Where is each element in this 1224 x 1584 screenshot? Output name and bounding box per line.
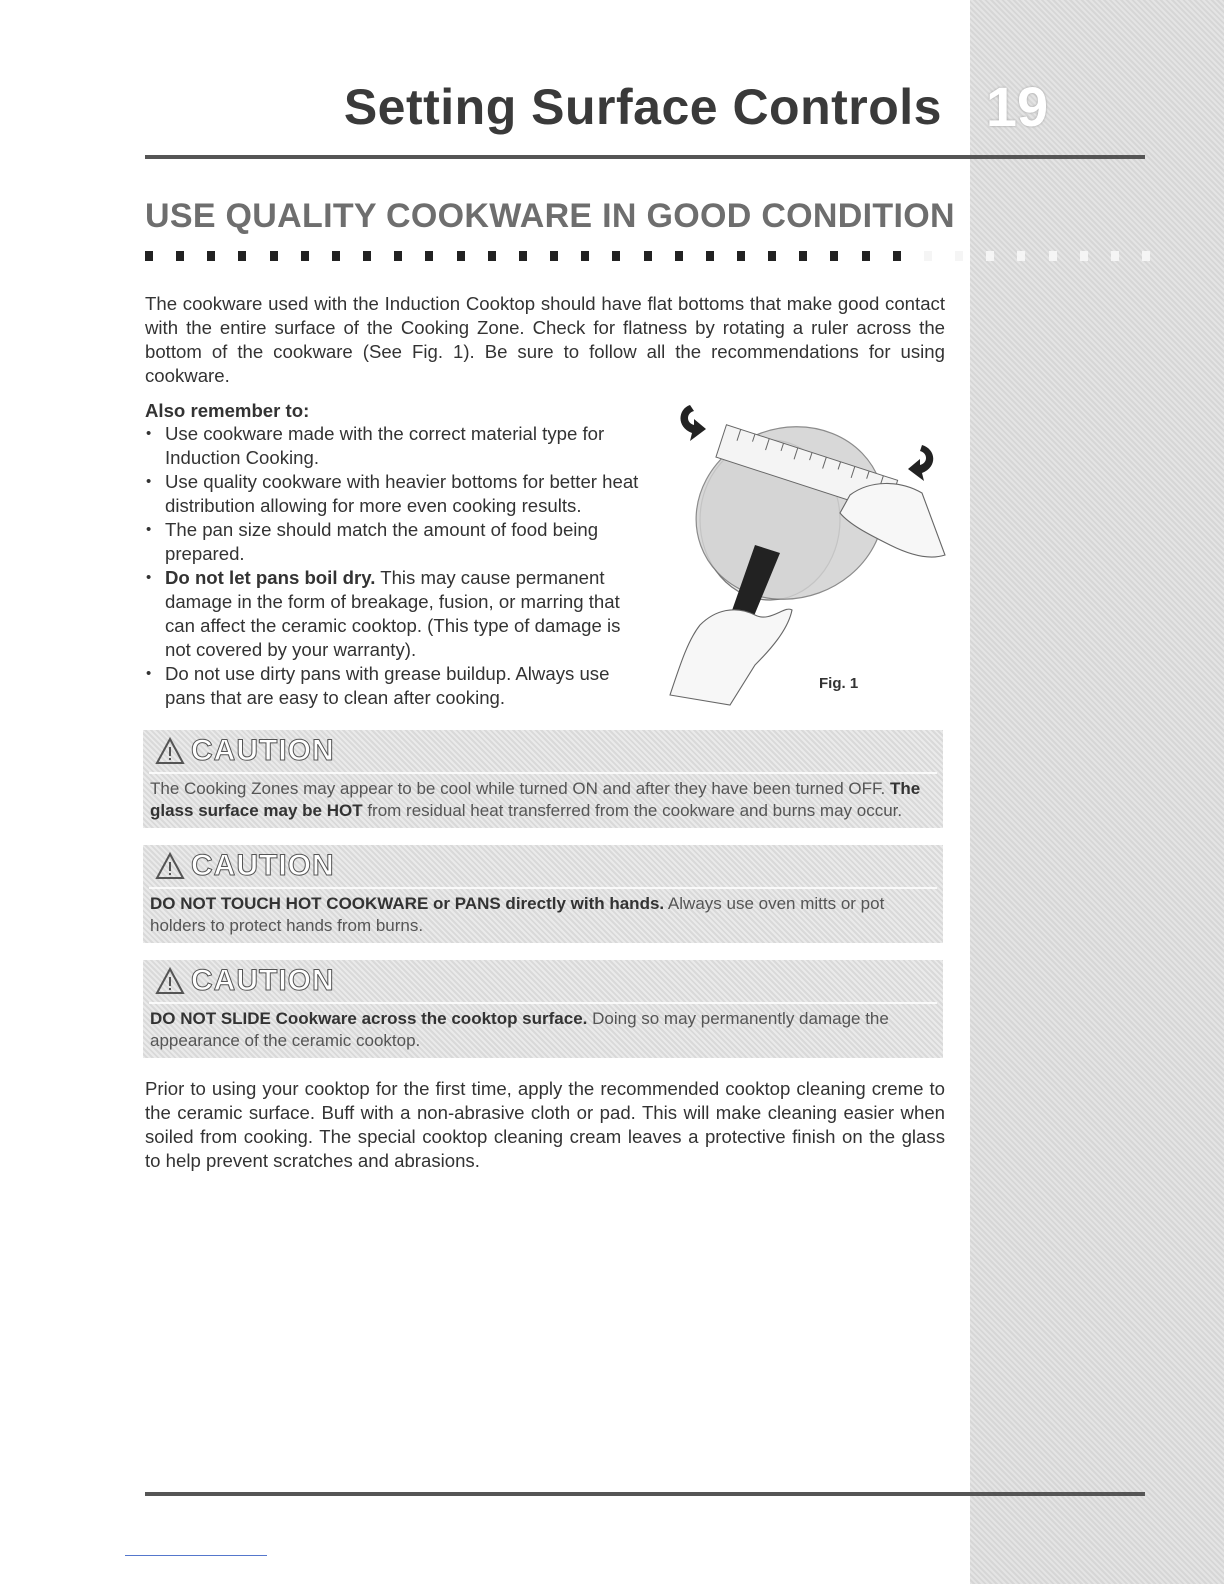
section-dot-divider <box>145 251 1150 263</box>
list-item <box>145 470 645 518</box>
footnote-rule <box>125 1555 267 1556</box>
list-item-text: Use cookware made with the correct material type for Induction Cooking. <box>165 423 605 468</box>
page-number: 19 <box>985 75 1049 138</box>
caution-label: CAUTION <box>191 849 335 882</box>
ruler-flatness-illustration <box>660 395 950 710</box>
list-item-text: Use quality cookware with heavier bottoms for better heat distribution allowing for more even cooking results. <box>165 471 639 516</box>
list-item <box>145 518 645 566</box>
header-divider <box>145 155 1145 159</box>
rotate-arrow-icon <box>908 445 933 481</box>
list-item <box>145 422 645 470</box>
caution-box <box>143 730 943 828</box>
warning-triangle-icon <box>155 737 185 765</box>
closing-paragraph: Prior to using your cooktop for the first time, apply the recommended cooktop cleaning creme to the ceramic surface. Buff with a non-abrasive cloth or pad. This will make cleaning easier when soiled from cooking. The special cooktop cleaning cream leaves a protective finish on the glass to help prevent scratches and abrasions. <box>145 1078 945 1171</box>
intro-paragraph: The cookware used with the Induction Cooktop should have flat bottoms that make good contact with the entire surface of the Cooking Zone. Check for flatness by rotating a ruler across the bottom of the cookware (See Fig. 1). Be sure to follow all the recommendations for using cookware. <box>145 293 945 386</box>
warning-triangle-icon <box>155 852 185 880</box>
caution-text <box>150 893 936 937</box>
caution-text-part: from residual heat transferred from the cookware and burns may occur. <box>362 801 903 820</box>
caution-text-part: The Cooking Zones may appear to be cool while turned ON and after they have been turned OFF. <box>150 779 890 798</box>
caution-divider <box>149 772 937 774</box>
caution-text <box>150 778 936 822</box>
list-item <box>145 662 645 710</box>
list-item-text: Do not use dirty pans with grease buildup. Always use pans that are easy to clean after cooking. <box>165 663 610 708</box>
caution-text-bold: DO NOT SLIDE Cookware across the cooktop surface. <box>150 1009 588 1028</box>
caution-box <box>143 960 943 1058</box>
remember-heading: Also remember to: <box>145 400 310 421</box>
warning-triangle-icon <box>155 967 185 995</box>
list-item <box>145 566 645 662</box>
caution-heading <box>155 849 335 883</box>
caution-heading <box>155 964 335 998</box>
left-hand-shape <box>670 609 792 705</box>
page-title: Setting Surface Controls <box>343 79 942 135</box>
page-side-strip <box>970 0 1224 1584</box>
list-item-text: This may cause permanent damage in the form of breakage, fusion, or marring that can affect the ceramic cooktop. (This type of damage is not covered by your warranty). <box>165 567 621 660</box>
caution-label: CAUTION <box>191 734 335 767</box>
list-item-bold: Do not let pans boil dry. <box>165 567 376 588</box>
caution-text-part: Doing so may permanently damage the appearance of the ceramic cooktop. <box>150 1009 889 1050</box>
caution-divider <box>149 887 937 889</box>
caution-heading <box>155 734 335 768</box>
caution-text-bold: DO NOT TOUCH HOT COOKWARE or PANS directly with hands. <box>150 894 665 913</box>
rotate-arrow-icon <box>681 405 707 441</box>
list-item-text: The pan size should match the amount of food being prepared. <box>165 519 599 564</box>
figure-caption: Fig. 1 <box>819 675 859 692</box>
caution-text-part: Always use oven mitts or pot holders to protect hands from burns. <box>150 894 885 935</box>
remember-list <box>145 422 645 710</box>
caution-divider <box>149 1002 937 1004</box>
footer-divider <box>145 1492 1145 1496</box>
caution-text <box>150 1008 936 1052</box>
section-title: USE QUALITY COOKWARE IN GOOD CONDITION <box>145 197 955 235</box>
caution-label: CAUTION <box>191 964 335 997</box>
caution-text-bold: The glass surface may be HOT <box>150 779 921 820</box>
caution-box <box>143 845 943 943</box>
